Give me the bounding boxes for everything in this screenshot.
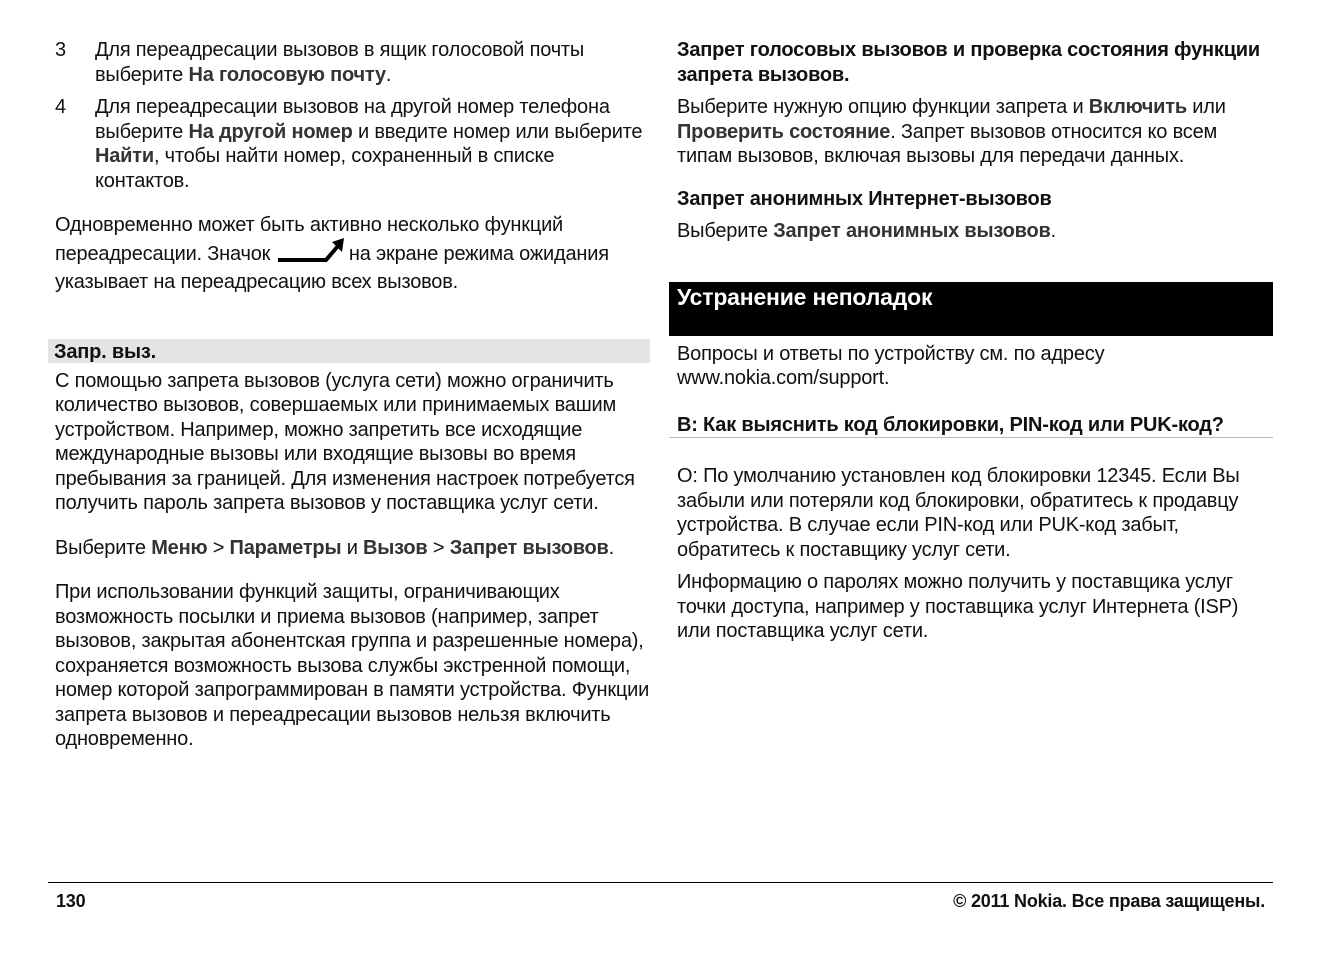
ui-term: Меню	[151, 536, 208, 559]
menu-path-paragraph	[55, 536, 650, 561]
text: Информацию о паролях можно получить у поставщика услуг точки доступа, например у поставщика услуг Интернета (ISP) или поставщика услуг сети.	[677, 571, 1239, 642]
call-forward-icon	[276, 238, 344, 271]
page-number: 130	[56, 891, 86, 911]
text: Для переадресации вызовов на другой номер телефона выберите	[95, 96, 610, 143]
divider	[669, 437, 1273, 438]
text: О: По умолчанию установлен код блокировки 12345. Если Вы забыли или потеряли код блокировки, обратитесь к продавцу устройства. В случае если PIN-код или PUK-код забыт, обратитесь к поставщику услуг сети.	[677, 465, 1240, 561]
paragraph	[677, 219, 1273, 244]
text: С помощью запрета вызовов (услуга сети) можно ограничить количество вызовов, совершаемых или принимаемых вашим устройством. Например, можно запретить все исходящие международные вызовы или входящие вызовы во время пребывания за границей. Для изменения настроек потребуется получить пароль запрета вызовов у поставщика услуг сети.	[55, 369, 635, 514]
forwarding-paragraph	[55, 213, 650, 295]
ui-term: Проверить состояние	[677, 120, 891, 143]
ui-term: На голосовую почту	[188, 63, 386, 86]
paragraph	[677, 570, 1273, 644]
paragraph	[55, 369, 650, 516]
text: .	[608, 536, 615, 559]
text: Выберите нужную опцию функции запрета и	[677, 96, 1089, 118]
ui-term: Найти	[95, 145, 154, 167]
text: Одновременно может быть активно несколько функций переадресации. Значок	[55, 214, 564, 265]
text: и	[341, 536, 364, 559]
text: . Запрет вызовов относится ко всем типам вызовов, включая вызовы для передачи данных.	[677, 120, 1218, 167]
paragraph	[677, 342, 1273, 391]
ui-term: Запрет вызовов	[449, 536, 609, 559]
text: Выберите	[677, 220, 774, 242]
right-column	[669, 38, 1273, 644]
paragraph	[677, 95, 1273, 169]
paragraph	[55, 580, 650, 752]
text: При использовании функций защиты, ограничивающих возможность посылки и приема вызовов (например, запрет вызовов, закрытая абонентская группа и разрешенные номера), сохраняется возможность вызова службы экстренной помощи, номер которой запрограммирован в памяти устройства. Функции запрета вызовов и переадресации вызовов нельзя включить одновременно.	[55, 581, 650, 750]
subheading: Запрет анонимных Интернет-вызовов	[677, 187, 1052, 210]
ui-term: Запрет анонимных вызовов	[773, 220, 1051, 242]
section-heading-call-barring: Запр. выз.	[48, 339, 650, 363]
ui-term: Включить	[1088, 96, 1187, 118]
list-number: 3	[55, 39, 66, 61]
left-column	[55, 38, 650, 752]
text: или	[1186, 96, 1226, 118]
list-number: 4	[55, 96, 66, 118]
text: Выберите	[55, 536, 152, 559]
text: на экране режима ожидания указывает на переадресацию всех вызовов.	[55, 242, 609, 293]
text: Для переадресации вызовов в ящик голосовой почты выберите	[95, 39, 585, 86]
text: и введите номер или выберите	[352, 120, 643, 143]
page-footer	[48, 882, 1273, 914]
text: , чтобы найти номер, сохраненный в списке контактов.	[95, 145, 555, 192]
text: Вопросы и ответы по устройству см. по адресу www.nokia.com/support.	[677, 342, 1105, 389]
text: .	[1050, 220, 1056, 242]
ui-term: Вызов	[363, 536, 428, 559]
section-heading-troubleshooting: Устранение неполадок	[669, 282, 1273, 336]
text: .	[385, 63, 392, 86]
copyright: © 2011 Nokia. Все права защищены.	[953, 891, 1265, 911]
list-item-text	[95, 38, 650, 87]
list-item-text	[95, 95, 650, 193]
ui-term: Параметры	[229, 536, 342, 559]
faq-question: В: Как выяснить код блокировки, PIN-код или PUK-код?	[677, 413, 1224, 436]
text: >	[427, 536, 450, 559]
subheading: Запрет голосовых вызовов и проверка состояния функции запрета вызовов.	[677, 39, 1260, 86]
list-item-4	[55, 95, 650, 193]
faq-answer	[677, 464, 1273, 562]
text: >	[207, 536, 230, 559]
list-item-3	[55, 38, 650, 87]
ui-term: На другой номер	[188, 120, 353, 143]
